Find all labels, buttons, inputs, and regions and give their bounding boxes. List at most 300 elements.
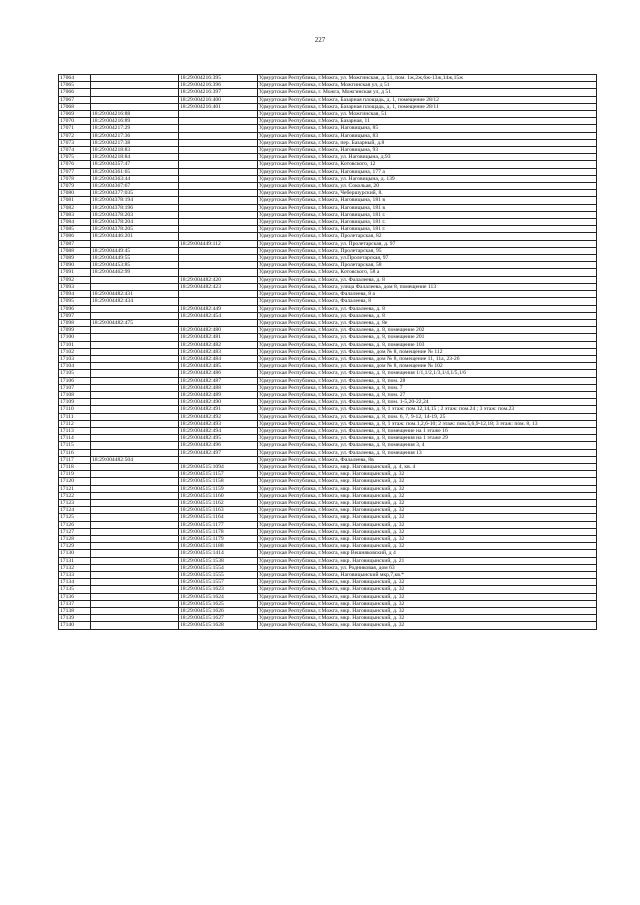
address-cell: Удмуртская Республика, г.Можга, мкр. Наговицынский, д. 32 — [258, 492, 597, 499]
object-number-cell: 18:29:004216:395 — [179, 75, 258, 82]
address-cell: Удмуртская Республика, г.Можга, ул.Пролетарская, 97 — [258, 255, 597, 262]
parcel-number-cell — [91, 427, 179, 434]
address-cell: Удмуртская Республика, г.Можга, ул. Фалалеева, д. 8, пом. 1-5,20-22,24 — [258, 399, 597, 406]
parcel-number-cell — [91, 463, 179, 470]
parcel-number-cell — [91, 471, 179, 478]
object-number-cell — [179, 197, 258, 204]
table-row — [59, 276, 597, 283]
table-row — [59, 536, 597, 543]
address-cell: Удмуртская Республика, г.Можга, Базарная площадь, д. 1, помещение 28/12 — [258, 96, 597, 103]
address-cell: Удмуртская Республика, г.Можга, ул. Фалалеева, д. 8 — [258, 305, 597, 312]
parcel-number-cell — [91, 528, 179, 535]
object-number-cell: 18:29:004482:481 — [179, 334, 258, 341]
parcel-number-cell: 18:29:004482:504 — [91, 456, 179, 463]
parcel-number-cell: 18:29:004217:38 — [91, 139, 179, 146]
parcel-number-cell — [91, 514, 179, 521]
object-number-cell: 18:29:004216:401 — [179, 103, 258, 110]
parcel-number-cell — [91, 449, 179, 456]
parcel-number-cell — [91, 593, 179, 600]
row-number-cell: 17086 — [59, 233, 91, 240]
object-number-cell: 18:29:004482:449 — [179, 305, 258, 312]
row-number-cell: 17069 — [59, 111, 91, 118]
object-number-cell: 18:29:004482:496 — [179, 442, 258, 449]
parcel-number-cell: 18:29:004218:84 — [91, 154, 179, 161]
table-row — [59, 348, 597, 355]
address-cell: Удмуртская Республика, г.Можга, ул. Фалалеева, д. 8, пом. 27 — [258, 391, 597, 398]
parcel-number-cell: 18:29:004367:67 — [91, 183, 179, 190]
parcel-number-cell — [91, 622, 179, 629]
table-row — [59, 255, 597, 262]
row-number-cell: 17112 — [59, 420, 91, 427]
table-row — [59, 341, 597, 348]
parcel-number-cell: 18:29:004482:431 — [91, 291, 179, 298]
table-row — [59, 89, 597, 96]
object-number-cell: 18:29:004515:1627 — [179, 615, 258, 622]
table-row — [59, 427, 597, 434]
address-cell: Удмуртская Республика, г.Можга, мкр. Наговицынский, д. 32 — [258, 600, 597, 607]
row-number-cell: 17134 — [59, 579, 91, 586]
address-cell: Удмуртская Республика, г.Можга, Наговицына, 177 а — [258, 168, 597, 175]
table-row — [59, 161, 597, 168]
object-number-cell: 18:29:004482:454 — [179, 312, 258, 319]
parcel-number-cell: 18:29:004377:035 — [91, 190, 179, 197]
table-row — [59, 327, 597, 334]
row-number-cell: 17102 — [59, 348, 91, 355]
row-number-cell: 17114 — [59, 435, 91, 442]
address-cell: Удмуртская Республика, г.Можга, Можгинская ул, д 51 — [258, 82, 597, 89]
address-cell: Удмуртская Республика, г.Можга, ул. Можгинская, д. 51, пом. 1ж,2ж,6ж-13ж,14ж,15ж — [258, 75, 597, 82]
object-number-cell: 18:29:004515:1157 — [179, 471, 258, 478]
address-cell: Удмуртская Республика, г.Можга, ул. Наговицына, д.93 — [258, 154, 597, 161]
address-cell: Удмуртская Республика, г.Можга, Чебершурский, 8. — [258, 190, 597, 197]
parcel-number-cell: 18:29:004363:44 — [91, 175, 179, 182]
address-cell: Удмуртская Республика, г.Можга, ул. Пролетарская, д. 97 — [258, 240, 597, 247]
address-cell: Удмуртская Республика, г.Можга, ул. Родниковая, дом 63 — [258, 564, 597, 571]
table-row — [59, 190, 597, 197]
object-number-cell: 18:29:004515:1178 — [179, 528, 258, 535]
address-cell: Удмуртская Республика, г.Можга, Наговицына, 181 г. — [258, 226, 597, 233]
address-cell: Удмуртская Республика, г.Можга, мкр. Наговицынский, д. 32 — [258, 536, 597, 543]
object-number-cell: 18:29:004482:487 — [179, 377, 258, 384]
parcel-number-cell — [91, 557, 179, 564]
address-cell: Удмуртская Республика, г.Можга, мкр. Наговицынский, д. 32 — [258, 622, 597, 629]
row-number-cell: 17127 — [59, 528, 91, 535]
address-cell: Удмуртская Республика, г.Можга, мкр. Наговицынский, д. 32 — [258, 579, 597, 586]
address-cell: Удмуртская Республика, г.Можга, Пролетарская, 58 — [258, 262, 597, 269]
object-number-cell: 18:29:004515:1158 — [179, 478, 258, 485]
address-cell: Удмуртская Республика, г.Можга, Пролетарская, 82 — [258, 233, 597, 240]
object-number-cell — [179, 118, 258, 125]
object-number-cell: 18:29:004482:480 — [179, 327, 258, 334]
parcel-number-cell — [91, 391, 179, 398]
address-cell: Удмуртская Республика, г.Можга, мкр. Наговицынский, д. 32 — [258, 521, 597, 528]
table-row — [59, 118, 597, 125]
object-number-cell: 18:29:004515:1538 — [179, 557, 258, 564]
parcel-number-cell — [91, 75, 179, 82]
table-row — [59, 125, 597, 132]
object-number-cell — [179, 262, 258, 269]
table-row — [59, 82, 597, 89]
object-number-cell — [179, 154, 258, 161]
table-row — [59, 600, 597, 607]
address-cell: Удмуртская Республика, г.Можга, Наговицынский мкр,7,кв.* — [258, 572, 597, 579]
parcel-number-cell — [91, 384, 179, 391]
object-number-cell — [179, 190, 258, 197]
table-row — [59, 507, 597, 514]
table-row — [59, 262, 597, 269]
address-cell: Удмуртская Республика, г.Можга, Базарная площадь, д. 1, помещение 28/11 — [258, 103, 597, 110]
parcel-number-cell — [91, 89, 179, 96]
object-number-cell — [179, 125, 258, 132]
parcel-number-cell: 18:29:004216:88 — [91, 111, 179, 118]
object-number-cell: 18:29:004216:396 — [179, 82, 258, 89]
object-number-cell — [179, 456, 258, 463]
table-row — [59, 103, 597, 110]
parcel-number-cell — [91, 608, 179, 615]
row-number-cell: 17083 — [59, 211, 91, 218]
object-number-cell — [179, 111, 258, 118]
object-number-cell — [179, 139, 258, 146]
row-number-cell: 17098 — [59, 319, 91, 326]
row-number-cell: 17136 — [59, 593, 91, 600]
row-number-cell: 17109 — [59, 399, 91, 406]
object-number-cell: 18:29:004482:490 — [179, 399, 258, 406]
table-row — [59, 319, 597, 326]
table-row — [59, 586, 597, 593]
address-cell: Удмуртская Республика, г.Можга, ул. Фалалеева, д. 8, помещения 13 — [258, 449, 597, 456]
parcel-number-cell — [91, 348, 179, 355]
object-number-cell: 18:29:004216:400 — [179, 96, 258, 103]
row-number-cell: 17111 — [59, 413, 91, 420]
object-number-cell — [179, 291, 258, 298]
object-number-cell: 18:29:004515:1625 — [179, 600, 258, 607]
parcel-number-cell — [91, 305, 179, 312]
object-number-cell — [179, 168, 258, 175]
parcel-number-cell — [91, 355, 179, 362]
table-row — [59, 543, 597, 550]
table-row — [59, 615, 597, 622]
object-number-cell: 18:29:004482:483 — [179, 348, 258, 355]
row-number-cell: 17105 — [59, 370, 91, 377]
address-cell: Удмуртская Республика, г.Можга, мкр. Наговицынский, д. 32 — [258, 543, 597, 550]
row-number-cell: 17113 — [59, 427, 91, 434]
object-number-cell: 18:29:004515:1179 — [179, 536, 258, 543]
object-number-cell: 18:29:004482:482 — [179, 341, 258, 348]
parcel-number-cell — [91, 413, 179, 420]
row-number-cell: 17090 — [59, 262, 91, 269]
address-cell: Удмуртская Республика, г.Можга, Фалалеева, 8 а — [258, 291, 597, 298]
row-number-cell: 17093 — [59, 283, 91, 290]
object-number-cell: 18:29:004515:1555 — [179, 572, 258, 579]
object-number-cell: 18:29:004515:1624 — [179, 593, 258, 600]
table-row — [59, 471, 597, 478]
parcel-number-cell: 18:29:004217:36 — [91, 132, 179, 139]
row-number-cell: 17140 — [59, 622, 91, 629]
address-cell: Удмуртская Республика, г.Можга, ул. Фалалеева, д. 8 — [258, 276, 597, 283]
object-number-cell: 18:29:004515:1164 — [179, 514, 258, 521]
object-number-cell: 18:29:004449:112 — [179, 240, 258, 247]
object-number-cell — [179, 247, 258, 254]
object-number-cell: 18:29:004482:493 — [179, 420, 258, 427]
object-number-cell — [179, 255, 258, 262]
row-number-cell: 17076 — [59, 161, 91, 168]
object-number-cell: 18:29:004515:1554 — [179, 564, 258, 571]
parcel-number-cell — [91, 312, 179, 319]
parcel-number-cell — [91, 507, 179, 514]
address-cell: Удмуртская Республика, г.Можга, ул. Фалалеева, д. 8, помещение 103 — [258, 341, 597, 348]
table-row — [59, 391, 597, 398]
row-number-cell: 17079 — [59, 183, 91, 190]
table-row — [59, 139, 597, 146]
row-number-cell: 17081 — [59, 197, 91, 204]
address-cell: Удмуртская Республика, г.Можга, ул. Фалалеева, дом № 8, помещение № 102 — [258, 363, 597, 370]
row-number-cell: 17071 — [59, 125, 91, 132]
parcel-number-cell: 18:29:004482:434 — [91, 298, 179, 305]
address-cell: Удмуртская Республика, г.Можга, мкр. Наговицынский, д. 32 — [258, 485, 597, 492]
object-number-cell — [179, 226, 258, 233]
address-cell: Удмуртская Республика, г.Можга, мкр. Наговицынский, д. 32 — [258, 507, 597, 514]
object-number-cell — [179, 161, 258, 168]
row-number-cell: 17130 — [59, 550, 91, 557]
address-cell: Удмуртская Республика, г.Можга, ул. Фалалеева, д. 8, помещения 1/1,1/2,1/3,1/4,1/5,1/6 — [258, 370, 597, 377]
parcel-number-cell — [91, 370, 179, 377]
row-number-cell: 17095 — [59, 298, 91, 305]
object-number-cell: 18:29:004482:491 — [179, 406, 258, 413]
table-row — [59, 168, 597, 175]
object-number-cell: 18:29:004515:1628 — [179, 622, 258, 629]
table-row — [59, 211, 597, 218]
object-number-cell — [179, 147, 258, 154]
parcel-number-cell: 18:29:004446:201 — [91, 233, 179, 240]
table-row — [59, 147, 597, 154]
object-number-cell — [179, 175, 258, 182]
table-row — [59, 305, 597, 312]
address-cell: Удмуртская Республика, г.Можга, мкр. Наговицынский, д. 32 — [258, 478, 597, 485]
row-number-cell: 17125 — [59, 514, 91, 521]
address-cell: Удмуртская Республика, г.Можга, ул. Фалалеева, д. 8, пом. 6, 7, 9-12, 14-19, 25 — [258, 413, 597, 420]
row-number-cell: 17115 — [59, 442, 91, 449]
parcel-number-cell: 18:29:004357:47 — [91, 161, 179, 168]
parcel-number-cell: 18:29:004218:83 — [91, 147, 179, 154]
object-number-cell: 18:29:004515:1159 — [179, 485, 258, 492]
row-number-cell: 17126 — [59, 521, 91, 528]
parcel-number-cell — [91, 103, 179, 110]
row-number-cell: 17070 — [59, 118, 91, 125]
address-cell: Удмуртская Республика, г.Можга, Наговицына, 181 в — [258, 197, 597, 204]
table-row — [59, 572, 597, 579]
parcel-number-cell: 18:29:004216:89 — [91, 118, 179, 125]
row-number-cell: 17087 — [59, 240, 91, 247]
address-cell: Удмуртская Республика, г.Можга, Пролетарская, 95 — [258, 247, 597, 254]
table-row — [59, 521, 597, 528]
row-number-cell: 17067 — [59, 96, 91, 103]
object-number-cell: 18:29:004515:1094 — [179, 463, 258, 470]
table-row — [59, 492, 597, 499]
parcel-number-cell — [91, 82, 179, 89]
table-row — [59, 204, 597, 211]
row-number-cell: 17123 — [59, 499, 91, 506]
row-number-cell: 17120 — [59, 478, 91, 485]
row-number-cell: 17094 — [59, 291, 91, 298]
table-row — [59, 485, 597, 492]
address-cell: Удмуртская Республика, г.Можга, мкр. Наговицынский, д. 32 — [258, 514, 597, 521]
address-cell: Удмуртская Республика, г.Можга, мкр. Наговицынский, д. 32 — [258, 608, 597, 615]
registry-table — [58, 74, 597, 630]
table-row — [59, 197, 597, 204]
table-row — [59, 247, 597, 254]
address-cell: Удмуртская Республика, г.Можга, ул. Фалалеева, д. 8, пом. 7 — [258, 384, 597, 391]
address-cell: Удмуртская Республика, г.Можга, ул. Фалалеева, дом № 8, помещение 11, 11а, 23-26 — [258, 355, 597, 362]
parcel-number-cell: 18:29:004217:29 — [91, 125, 179, 132]
parcel-number-cell — [91, 572, 179, 579]
table-row — [59, 413, 597, 420]
table-row — [59, 456, 597, 463]
object-number-cell: 18:29:004515:1162 — [179, 499, 258, 506]
parcel-number-cell: 18:29:004378:203 — [91, 211, 179, 218]
address-cell: Удмуртская Республика, г.Можга, улица Фалалеева, дом 8, помещение 113 — [258, 283, 597, 290]
parcel-number-cell: 18:29:004378:205 — [91, 226, 179, 233]
object-number-cell: 18:29:004515:1177 — [179, 521, 258, 528]
parcel-number-cell — [91, 96, 179, 103]
table-row — [59, 291, 597, 298]
object-number-cell: 18:29:004482:423 — [179, 283, 258, 290]
row-number-cell: 17124 — [59, 507, 91, 514]
table-row — [59, 132, 597, 139]
table-row — [59, 557, 597, 564]
parcel-number-cell — [91, 586, 179, 593]
address-cell: Удмуртская Республика, г.Можга, Котовского, 58 а — [258, 269, 597, 276]
address-cell: Удмуртская Республика, г.Можга, ул. Фалалеева, д. 8, помещение на 1 этаже 16 — [258, 427, 597, 434]
table-row — [59, 370, 597, 377]
row-number-cell: 17077 — [59, 168, 91, 175]
row-number-cell: 17064 — [59, 75, 91, 82]
table-row — [59, 478, 597, 485]
parcel-number-cell — [91, 492, 179, 499]
object-number-cell: 18:29:004482:497 — [179, 449, 258, 456]
row-number-cell: 17066 — [59, 89, 91, 96]
address-cell: Удмуртская Республика, г.Можга, ул. Фалалеева, д. 8, помещения 3, 4 — [258, 442, 597, 449]
table-row — [59, 377, 597, 384]
table-row — [59, 226, 597, 233]
object-number-cell: 18:29:004482:494 — [179, 427, 258, 434]
address-cell: Удмуртская Республика, г.Можга, Наговицына, 181 г. — [258, 211, 597, 218]
address-cell: Удмуртская Республика, г.Можга, мкр. Наговицынский, д. 32 — [258, 593, 597, 600]
parcel-number-cell — [91, 615, 179, 622]
parcel-number-cell — [91, 334, 179, 341]
table-row — [59, 399, 597, 406]
table-row — [59, 154, 597, 161]
table-row — [59, 363, 597, 370]
row-number-cell: 17100 — [59, 334, 91, 341]
table-row — [59, 463, 597, 470]
row-number-cell: 17139 — [59, 615, 91, 622]
object-number-cell: 18:29:004515:1188 — [179, 543, 258, 550]
row-number-cell: 17082 — [59, 204, 91, 211]
parcel-number-cell: 18:29:004378:204 — [91, 219, 179, 226]
object-number-cell: 18:29:004482:485 — [179, 363, 258, 370]
table-row — [59, 622, 597, 629]
parcel-number-cell — [91, 276, 179, 283]
row-number-cell: 17116 — [59, 449, 91, 456]
table-row — [59, 96, 597, 103]
address-cell: Удмуртская Республика, г.Можга, ул. Фалалеева, д. 8, помещения на 1 этаже 29 — [258, 435, 597, 442]
row-number-cell: 17129 — [59, 543, 91, 550]
address-cell: Удмуртская Республика, г.Можга, мкр. Наговицынский, д. 32 — [258, 615, 597, 622]
table-row — [59, 449, 597, 456]
address-cell: Удмуртская Республика, г.Можга, Фалалеева, 8 — [258, 298, 597, 305]
parcel-number-cell — [91, 521, 179, 528]
parcel-number-cell — [91, 377, 179, 384]
table-row — [59, 269, 597, 276]
object-number-cell: 18:29:004515:1623 — [179, 586, 258, 593]
parcel-number-cell — [91, 478, 179, 485]
address-cell: Удмуртская Республика, г.Можга, Котовского, 12 — [258, 161, 597, 168]
row-number-cell: 17074 — [59, 147, 91, 154]
table-row — [59, 240, 597, 247]
row-number-cell: 17089 — [59, 255, 91, 262]
table-row — [59, 550, 597, 557]
table-row — [59, 384, 597, 391]
table-row — [59, 420, 597, 427]
row-number-cell: 17101 — [59, 341, 91, 348]
object-number-cell: 18:29:004482:492 — [179, 413, 258, 420]
row-number-cell: 17132 — [59, 564, 91, 571]
parcel-number-cell — [91, 420, 179, 427]
object-number-cell — [179, 298, 258, 305]
address-cell: Удмуртская Республика, г.Можга, мкр. Наговицынский, д. 32 — [258, 528, 597, 535]
object-number-cell — [179, 269, 258, 276]
address-cell: Удмуртская Республика, г.Можга, Наговицына, 85 — [258, 125, 597, 132]
row-number-cell: 17099 — [59, 327, 91, 334]
address-cell: Удмуртская Республика, г.Можга, пер. Базарный, д.8 — [258, 139, 597, 146]
row-number-cell: 17097 — [59, 312, 91, 319]
parcel-number-cell — [91, 283, 179, 290]
row-number-cell: 17072 — [59, 132, 91, 139]
table-row — [59, 355, 597, 362]
parcel-number-cell — [91, 536, 179, 543]
table-row — [59, 499, 597, 506]
table-row — [59, 334, 597, 341]
table-row — [59, 579, 597, 586]
parcel-number-cell: 18:29:004482:475 — [91, 319, 179, 326]
row-number-cell: 17122 — [59, 492, 91, 499]
address-cell: Удмуртская Республика, г.Можга, мкр. Наговицынский, д. 32 — [258, 586, 597, 593]
row-number-cell: 17128 — [59, 536, 91, 543]
object-number-cell: 18:29:004515:1626 — [179, 608, 258, 615]
row-number-cell: 17080 — [59, 190, 91, 197]
address-cell: Удмуртская Республика, г.Можга, ул. Фалалеева, д. 8, 1 этаж: пом.1,2,6-10; 2 этаж: пом.5,6,9-12,18; 3 этаж: пом. 8, 13 — [258, 420, 597, 427]
address-cell: Удмуртская Республика, г.Можга, ул. Фалалеева, д. 8е — [258, 319, 597, 326]
address-cell: Удмуртская Республика, г. Можга, Можгинская ул, д 51 — [258, 89, 597, 96]
row-number-cell: 17085 — [59, 226, 91, 233]
row-number-cell: 17068 — [59, 103, 91, 110]
address-cell: Удмуртская Республика, г.Можга, ул. Фалалеева, д. 8, 1 этаж: пом.12,14,15 ; 2 этаж: пом.24 ; 3 этаж: пом.23 — [258, 406, 597, 413]
object-number-cell — [179, 132, 258, 139]
parcel-number-cell: 18:29:004378:196 — [91, 204, 179, 211]
table-row — [59, 514, 597, 521]
table-row — [59, 528, 597, 535]
object-number-cell: 18:29:004482:495 — [179, 435, 258, 442]
address-cell: Удмуртская Республика, г.Можга, мкр. Наговицынский, д. 21 — [258, 557, 597, 564]
address-cell: Удмуртская Республика, г.Можга, Наговицына, 83 — [258, 132, 597, 139]
row-number-cell: 17133 — [59, 572, 91, 579]
object-number-cell: 18:29:004482:489 — [179, 391, 258, 398]
parcel-number-cell — [91, 579, 179, 586]
address-cell: Удмуртская Республика, г.Можга, Наговицына, 181 г. — [258, 219, 597, 226]
parcel-number-cell — [91, 399, 179, 406]
row-number-cell: 17119 — [59, 471, 91, 478]
object-number-cell — [179, 219, 258, 226]
